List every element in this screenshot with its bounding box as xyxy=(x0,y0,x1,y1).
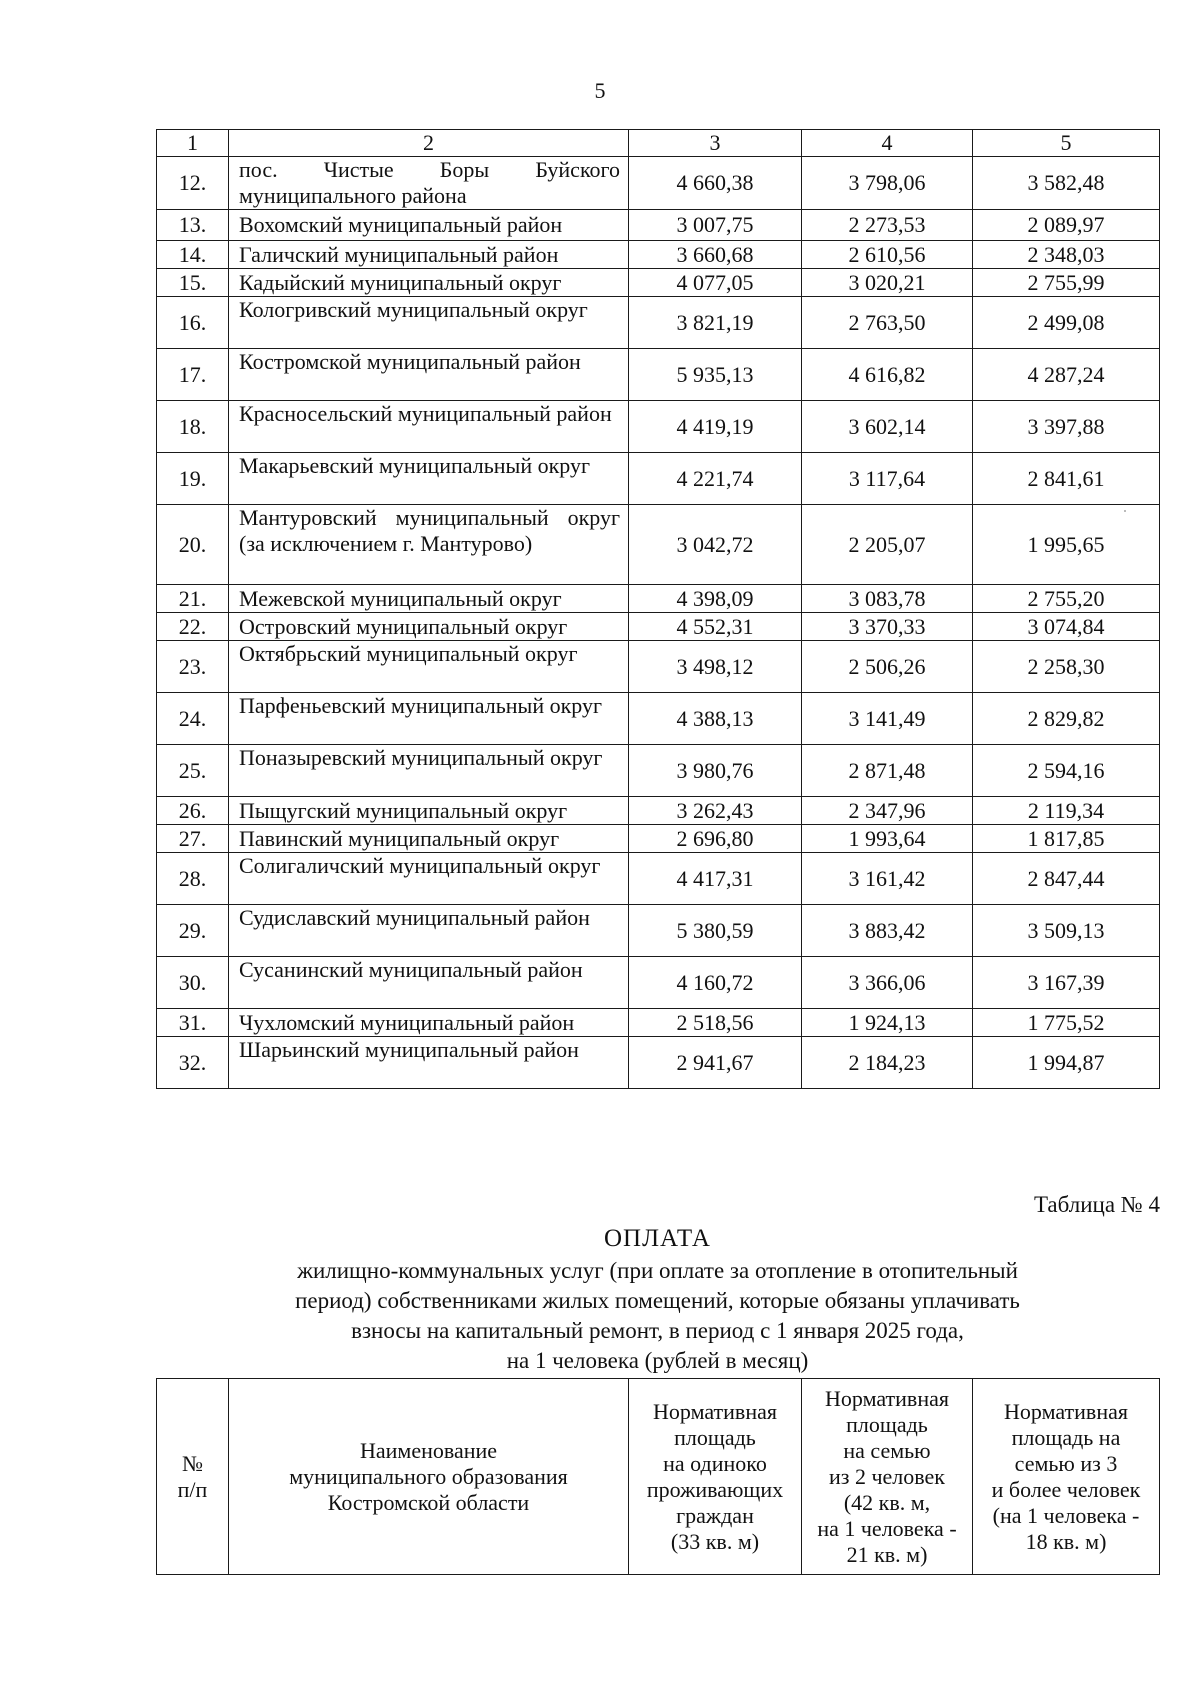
header-line: из 2 человек xyxy=(829,1463,945,1489)
column-number-4: 4 xyxy=(802,130,973,157)
row-number: 24. xyxy=(157,693,229,745)
table-row xyxy=(157,297,1160,349)
district-name: Чухломский муниципальный район xyxy=(229,1009,629,1037)
table-row xyxy=(157,349,1160,401)
header-district-name xyxy=(229,1379,629,1575)
column-number-row xyxy=(157,130,1160,157)
value-three-plus-family: 2 499,08 xyxy=(973,297,1160,349)
value-single-resident: 4 160,72 xyxy=(629,957,802,1009)
value-two-person-family: 2 871,48 xyxy=(802,745,973,797)
value-two-person-family: 4 616,82 xyxy=(802,349,973,401)
table-caption-line: жилищно-коммунальных услуг (при оплате за отопление в отопительный xyxy=(297,1258,1018,1283)
table-row xyxy=(157,241,1160,269)
row-number: 14. xyxy=(157,241,229,269)
row-number: 12. xyxy=(157,157,229,210)
header-line: площадь на xyxy=(1011,1424,1121,1450)
column-number-2: 2 xyxy=(229,130,629,157)
value-three-plus-family: 1 775,52 xyxy=(973,1009,1160,1037)
header-line: площадь xyxy=(674,1424,756,1450)
table-row xyxy=(157,505,1160,585)
value-three-plus-family: 2 348,03 xyxy=(973,241,1160,269)
table-caption-line: взносы на капитальный ремонт, в период с 1 января 2025 года, xyxy=(351,1318,964,1343)
row-number: 20. xyxy=(157,505,229,585)
row-number: 21. xyxy=(157,585,229,613)
header-two-person-family xyxy=(802,1379,973,1575)
header-line: (на 1 человека - xyxy=(992,1502,1140,1528)
value-two-person-family: 3 141,49 xyxy=(802,693,973,745)
district-name: Кологривский муниципальный округ xyxy=(229,297,629,349)
table-row xyxy=(157,905,1160,957)
column-number-5: 5 xyxy=(973,130,1160,157)
row-number: 31. xyxy=(157,1009,229,1037)
table-row xyxy=(157,957,1160,1009)
header-line: и более человек xyxy=(991,1476,1141,1502)
value-three-plus-family: 2 089,97 xyxy=(973,210,1160,241)
table-row xyxy=(157,1009,1160,1037)
table-row xyxy=(157,693,1160,745)
row-number: 17. xyxy=(157,349,229,401)
value-single-resident: 4 221,74 xyxy=(629,453,802,505)
scan-speck xyxy=(1124,510,1126,512)
row-number: 16. xyxy=(157,297,229,349)
district-name: Галичский муниципальный район xyxy=(229,241,629,269)
value-single-resident: 4 417,31 xyxy=(629,853,802,905)
value-single-resident: 4 398,09 xyxy=(629,585,802,613)
value-single-resident: 2 518,56 xyxy=(629,1009,802,1037)
value-three-plus-family: 3 167,39 xyxy=(973,957,1160,1009)
district-name: Павинский муниципальный округ xyxy=(229,825,629,853)
district-name: Красносельский муниципальный район xyxy=(229,401,629,453)
header-line: Нормативная xyxy=(1004,1398,1128,1424)
table-row xyxy=(157,853,1160,905)
value-three-plus-family: 2 755,20 xyxy=(973,585,1160,613)
district-name: Пыщугский муниципальный округ xyxy=(229,797,629,825)
district-name: Вохомский муниципальный район xyxy=(229,210,629,241)
header-line: Нормативная xyxy=(825,1385,949,1411)
value-three-plus-family: 2 841,61 xyxy=(973,453,1160,505)
value-three-plus-family: 1 995,65 xyxy=(973,505,1160,585)
value-single-resident: 2 941,67 xyxy=(629,1037,802,1089)
table-row xyxy=(157,453,1160,505)
value-two-person-family: 2 763,50 xyxy=(802,297,973,349)
header-three-plus-family xyxy=(973,1379,1160,1575)
column-number-3: 3 xyxy=(629,130,802,157)
row-number: 15. xyxy=(157,269,229,297)
value-single-resident: 4 077,05 xyxy=(629,269,802,297)
value-three-plus-family: 4 287,24 xyxy=(973,349,1160,401)
row-number: 22. xyxy=(157,613,229,641)
district-name: пос. Чистые Боры Буйского муниципального района xyxy=(229,157,629,210)
table-title: ОПЛАТА xyxy=(603,1225,711,1252)
header-line: 21 кв. м) xyxy=(846,1541,928,1567)
value-single-resident: 3 262,43 xyxy=(629,797,802,825)
table-row xyxy=(157,210,1160,241)
district-name: Поназыревский муниципальный округ xyxy=(229,745,629,797)
row-number: 25. xyxy=(157,745,229,797)
value-two-person-family: 2 347,96 xyxy=(802,797,973,825)
district-name: Костромской муниципальный район xyxy=(229,349,629,401)
value-two-person-family: 3 602,14 xyxy=(802,401,973,453)
value-three-plus-family: 1 994,87 xyxy=(973,1037,1160,1089)
table-row xyxy=(157,641,1160,693)
row-number: 19. xyxy=(157,453,229,505)
table-number-label: Таблица № 4 xyxy=(1033,1192,1160,1217)
value-single-resident: 2 696,80 xyxy=(629,825,802,853)
table-row xyxy=(157,157,1160,210)
value-single-resident: 4 388,13 xyxy=(629,693,802,745)
header-line: № xyxy=(182,1450,203,1476)
header-line: муниципального образования xyxy=(289,1463,568,1489)
value-three-plus-family: 2 829,82 xyxy=(973,693,1160,745)
value-three-plus-family: 3 397,88 xyxy=(973,401,1160,453)
value-three-plus-family: 2 258,30 xyxy=(973,641,1160,693)
value-single-resident: 4 660,38 xyxy=(629,157,802,210)
value-two-person-family: 3 117,64 xyxy=(802,453,973,505)
district-name: Шарьинский муниципальный район xyxy=(229,1037,629,1089)
value-three-plus-family: 2 594,16 xyxy=(973,745,1160,797)
district-name: Межевской муниципальный округ xyxy=(229,585,629,613)
table-caption-line: на 1 человека (рублей в месяц) xyxy=(506,1348,809,1373)
value-three-plus-family: 3 074,84 xyxy=(973,613,1160,641)
header-line: Костромской области xyxy=(327,1489,530,1515)
district-name: Кадыйский муниципальный округ xyxy=(229,269,629,297)
header-line: проживающих xyxy=(646,1476,784,1502)
tariff-table-continued xyxy=(156,129,1160,1089)
header-line: семью из 3 xyxy=(1014,1450,1118,1476)
row-number: 28. xyxy=(157,853,229,905)
table-row xyxy=(157,269,1160,297)
district-name: Парфеньевский муниципальный округ xyxy=(229,693,629,745)
value-two-person-family: 3 020,21 xyxy=(802,269,973,297)
value-two-person-family: 2 184,23 xyxy=(802,1037,973,1089)
column-number-1: 1 xyxy=(157,130,229,157)
header-line: (42 кв. м, xyxy=(843,1489,931,1515)
tariff-table-4-header xyxy=(156,1378,1160,1575)
value-three-plus-family: 1 817,85 xyxy=(973,825,1160,853)
value-two-person-family: 2 610,56 xyxy=(802,241,973,269)
header-single-resident xyxy=(629,1379,802,1575)
value-single-resident: 3 660,68 xyxy=(629,241,802,269)
value-two-person-family: 3 798,06 xyxy=(802,157,973,210)
value-single-resident: 3 498,12 xyxy=(629,641,802,693)
table-row xyxy=(157,1037,1160,1089)
row-number: 29. xyxy=(157,905,229,957)
value-single-resident: 4 552,31 xyxy=(629,613,802,641)
district-name: Октябрьский муниципальный округ xyxy=(229,641,629,693)
table-row xyxy=(157,797,1160,825)
value-three-plus-family: 2 119,34 xyxy=(973,797,1160,825)
row-number: 30. xyxy=(157,957,229,1009)
table-row xyxy=(157,401,1160,453)
value-single-resident: 3 007,75 xyxy=(629,210,802,241)
value-two-person-family: 2 506,26 xyxy=(802,641,973,693)
value-single-resident: 4 419,19 xyxy=(629,401,802,453)
value-two-person-family: 3 161,42 xyxy=(802,853,973,905)
value-three-plus-family: 2 755,99 xyxy=(973,269,1160,297)
header-line: граждан xyxy=(676,1502,754,1528)
row-number: 27. xyxy=(157,825,229,853)
table-row xyxy=(157,745,1160,797)
row-number: 18. xyxy=(157,401,229,453)
row-number: 32. xyxy=(157,1037,229,1089)
value-three-plus-family: 2 847,44 xyxy=(973,853,1160,905)
value-two-person-family: 1 993,64 xyxy=(802,825,973,853)
header-line: на семью xyxy=(843,1437,931,1463)
row-number: 23. xyxy=(157,641,229,693)
value-two-person-family: 3 883,42 xyxy=(802,905,973,957)
value-three-plus-family: 3 582,48 xyxy=(973,157,1160,210)
header-line: (33 кв. м) xyxy=(670,1528,760,1554)
district-name: Судиславский муниципальный район xyxy=(229,905,629,957)
value-two-person-family: 1 924,13 xyxy=(802,1009,973,1037)
header-line: на 1 человека - xyxy=(817,1515,957,1541)
district-name: Островский муниципальный округ xyxy=(229,613,629,641)
value-two-person-family: 3 366,06 xyxy=(802,957,973,1009)
header-line: Наименование xyxy=(359,1437,498,1463)
row-number: 13. xyxy=(157,210,229,241)
value-two-person-family: 3 083,78 xyxy=(802,585,973,613)
value-single-resident: 3 821,19 xyxy=(629,297,802,349)
header-line: 18 кв. м) xyxy=(1025,1528,1107,1554)
value-two-person-family: 2 273,53 xyxy=(802,210,973,241)
header-line: на одиноко xyxy=(663,1450,767,1476)
page-number: 5 xyxy=(594,78,606,103)
district-name: Солигаличский муниципальный округ xyxy=(229,853,629,905)
value-single-resident: 3 980,76 xyxy=(629,745,802,797)
value-single-resident: 5 380,59 xyxy=(629,905,802,957)
table-header-row xyxy=(157,1379,1160,1575)
district-name: Макарьевский муниципальный округ xyxy=(229,453,629,505)
table-row xyxy=(157,613,1160,641)
table-caption-line: период) собственниками жилых помещений, которые обязаны уплачивать xyxy=(295,1288,1020,1313)
value-single-resident: 5 935,13 xyxy=(629,349,802,401)
table-row xyxy=(157,585,1160,613)
row-number: 26. xyxy=(157,797,229,825)
table-row xyxy=(157,825,1160,853)
header-line: площадь xyxy=(846,1411,928,1437)
header-line: Нормативная xyxy=(653,1398,777,1424)
district-name: Сусанинский муниципальный район xyxy=(229,957,629,1009)
value-single-resident: 3 042,72 xyxy=(629,505,802,585)
district-name: Мантуровский муниципальный округ (за исключением г. Мантурово) xyxy=(229,505,629,585)
header-row-number xyxy=(157,1379,229,1575)
header-line: п/п xyxy=(177,1476,208,1502)
value-two-person-family: 2 205,07 xyxy=(802,505,973,585)
value-three-plus-family: 3 509,13 xyxy=(973,905,1160,957)
value-two-person-family: 3 370,33 xyxy=(802,613,973,641)
